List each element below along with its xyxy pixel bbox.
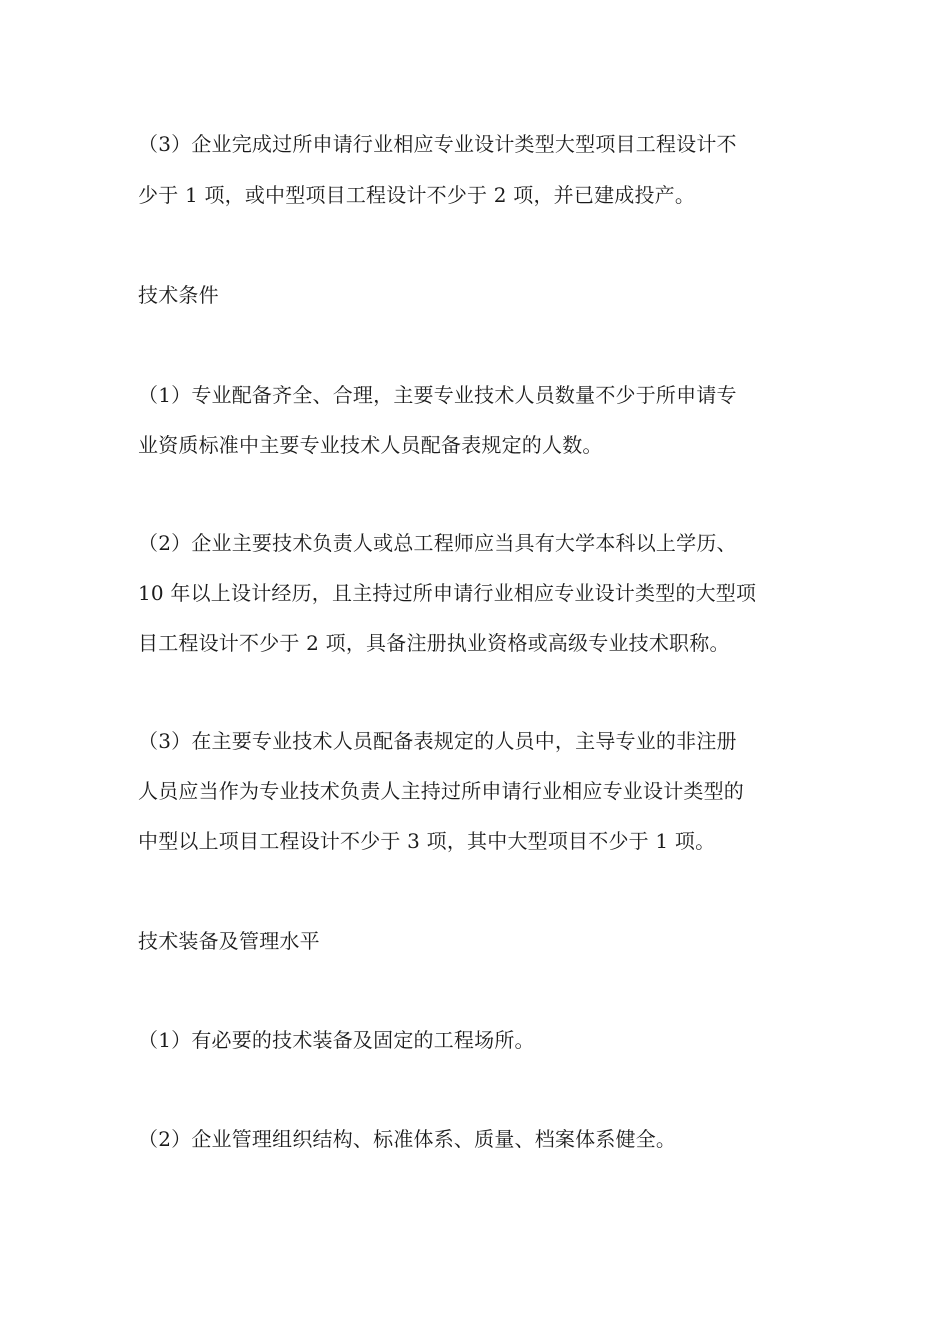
paragraph-line: （3）在主要专业技术人员配备表规定的人员中，主导专业的非注册 bbox=[138, 729, 737, 753]
paragraph-line: 人员应当作为专业技术负责人主持过所申请行业相应专业设计类型的 bbox=[138, 779, 744, 803]
section-heading: 技术条件 bbox=[138, 283, 219, 307]
paragraph-line: 中型以上项目工程设计不少于 3 项，其中大型项目不少于 1 项。 bbox=[138, 829, 716, 853]
paragraph-line: （1）有必要的技术装备及固定的工程场所。 bbox=[138, 1028, 535, 1052]
paragraph-line: 业资质标准中主要专业技术人员配备表规定的人数。 bbox=[138, 433, 603, 457]
paragraph-line: （3）企业完成过所申请行业相应专业设计类型大型项目工程设计不 bbox=[138, 132, 737, 156]
paragraph-line: 目工程设计不少于 2 项，具备注册执业资格或高级专业技术职称。 bbox=[138, 631, 730, 655]
paragraph-line: （1）专业配备齐全、合理，主要专业技术人员数量不少于所申请专 bbox=[138, 383, 737, 407]
paragraph-line: 10 年以上设计经历，且主持过所申请行业相应专业设计类型的大型项 bbox=[138, 581, 757, 605]
paragraph-line: （2）企业管理组织结构、标准体系、质量、档案体系健全。 bbox=[138, 1127, 677, 1151]
paragraph-line: 少于 1 项，或中型项目工程设计不少于 2 项，并已建成投产。 bbox=[138, 183, 696, 207]
paragraph-line: （2）企业主要技术负责人或总工程师应当具有大学本科以上学历、 bbox=[138, 531, 737, 555]
section-heading: 技术装备及管理水平 bbox=[138, 929, 320, 953]
